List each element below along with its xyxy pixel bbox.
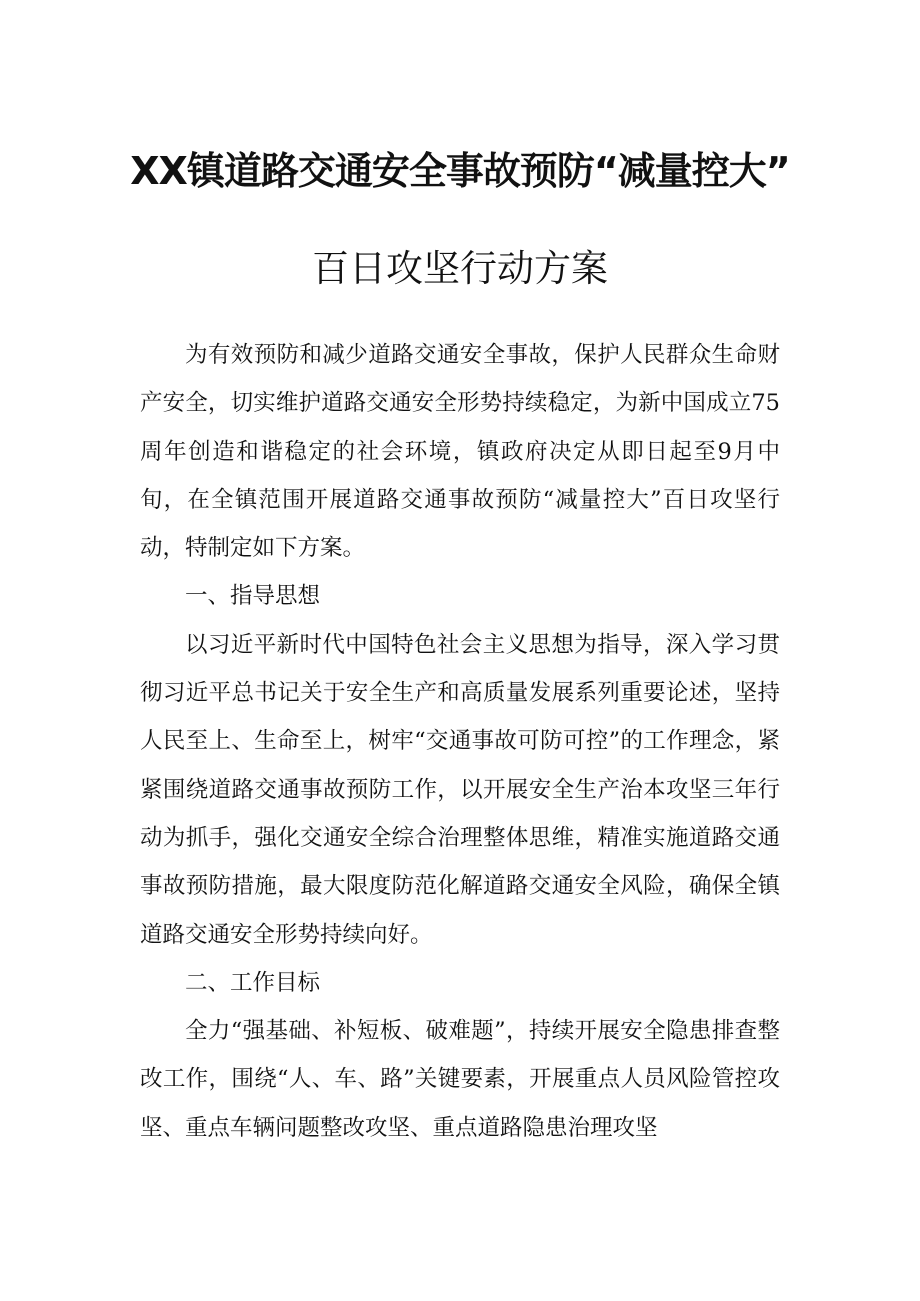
document-title-line1: XX镇道路交通安全事故预防“减量控大” [130, 149, 790, 193]
work-goals-paragraph: 全力“强基础、补短板、破难题”，持续开展安全隐患排查整改工作，围绕“人、车、路”关键要素，开展重点人员风险管控攻坚、重点车辆问题整改攻坚、重点道路隐患治理攻坚 [140, 1018, 780, 1141]
section-heading-guiding-ideology: 一、指导思想 [185, 583, 321, 610]
section-heading-work-goals: 二、工作目标 [185, 969, 321, 996]
document-title-line2: 百日攻坚行动方案 [312, 247, 608, 290]
intro-paragraph: 为有效预防和减少道路交通安全事故，保护人民群众生命财产安全，切实维护道路交通安全形势持续稳定，为新中国成立75周年创造和谐稳定的社会环境，镇政府决定从即日起至9月中旬，在全镇范围开展道路交通事故预防“减量控大”百日攻坚行动，特制定如下方案。 [140, 342, 780, 562]
guiding-ideology-paragraph: 以习近平新时代中国特色社会主义思想为指导，深入学习贯彻习近平总书记关于安全生产和高质量发展系列重要论述，坚持人民至上、生命至上，树牢“交通事故可防可控”的工作理念，紧紧围绕道路交通事故预防工作，以开展安全生产治本攻坚三年行动为抓手，强化交通安全综合治理整体思维，精准实施道路交通事故预防措施，最大限度防范化解道路交通安全风险，确保全镇道路交通安全形势持续向好。 [140, 631, 780, 948]
document-body [140, 331, 780, 1152]
